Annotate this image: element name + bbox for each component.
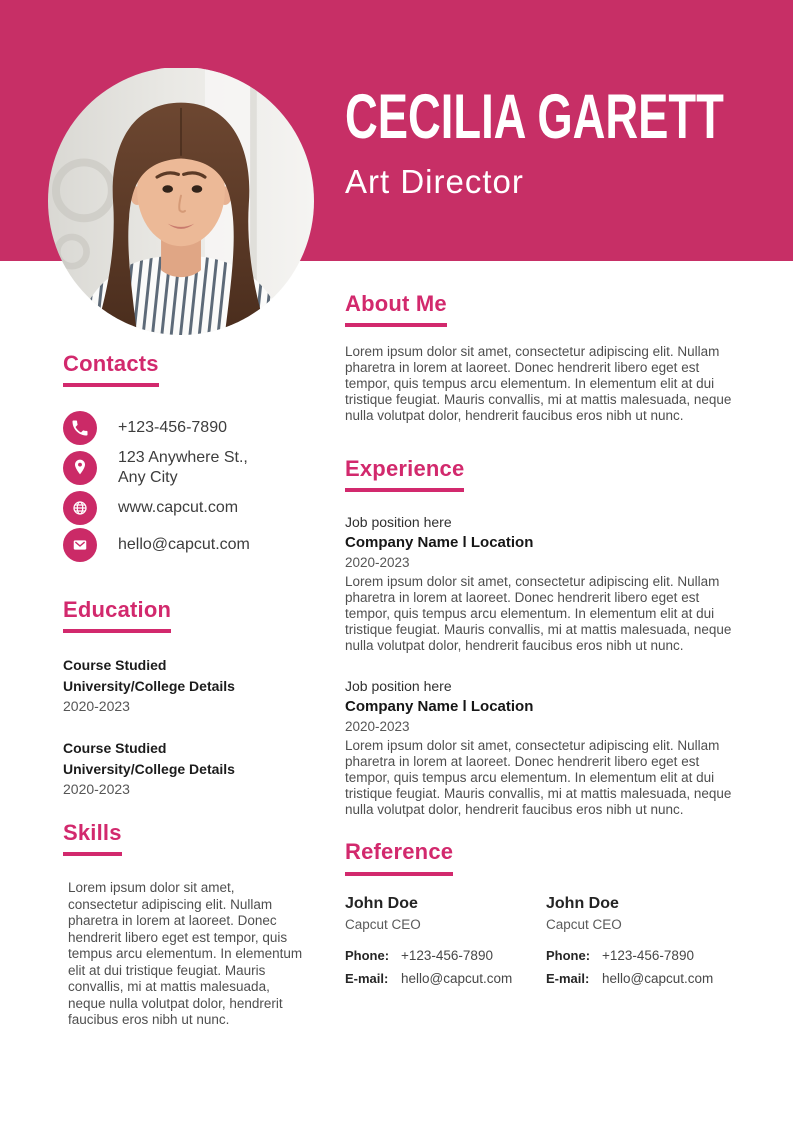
phone-number: +123-456-7890: [118, 419, 227, 437]
section-skills: [63, 821, 315, 1029]
globe-icon: [63, 491, 97, 525]
reference-phone: +123-456-7890: [602, 947, 694, 963]
phone-label: Phone:: [546, 947, 591, 963]
job-position: Job position here: [345, 678, 452, 695]
address-line-1: 123 Anywhere St.,: [118, 449, 248, 467]
experience-heading: Experience: [345, 457, 464, 492]
section-contacts: [63, 352, 315, 562]
main-content: [345, 292, 747, 993]
section-about: [345, 292, 747, 424]
contact-row-address: [63, 448, 315, 488]
job-company: Company Name l Location: [345, 698, 534, 716]
contact-list: [63, 411, 315, 562]
phone-label: Phone:: [345, 947, 390, 963]
reference-name: John Doe: [546, 894, 619, 912]
reference-email: hello@capcut.com: [401, 970, 513, 986]
education-heading: Education: [63, 598, 171, 633]
section-experience: [345, 457, 747, 818]
reference-card: [546, 893, 747, 993]
contact-row-phone: [63, 411, 315, 445]
reference-title: Capcut CEO: [546, 916, 622, 932]
skills-heading: Skills: [63, 821, 122, 856]
job-entry: [345, 676, 747, 818]
job-entry: [345, 512, 747, 654]
reference-title: Capcut CEO: [345, 916, 421, 932]
job-years: 2020-2023: [345, 719, 410, 735]
reference-phone: +123-456-7890: [401, 947, 493, 963]
course-name: Course Studied: [63, 740, 167, 757]
education-years: 2020-2023: [63, 697, 130, 714]
job-title: Art Director: [345, 163, 524, 200]
email-label: E-mail:: [345, 970, 389, 986]
person-name: CECILIA GARETT: [345, 82, 724, 152]
portrait-illustration: [48, 67, 314, 335]
address: [118, 448, 248, 488]
reference-email: hello@capcut.com: [602, 970, 714, 986]
section-reference: [345, 840, 747, 992]
reference-email-row: [345, 970, 546, 988]
reference-name: John Doe: [345, 894, 418, 912]
about-text: Lorem ipsum dolor sit amet, consectetur adipiscing elit. Nullam pharetra in lorem at laoreet. Donec hendrerit libero eget est tempor, quis tempus arcu elementum. In elementum elit at dui tristique feugiat. Mauris convallis, mi at mattis malesuada, neque nulla volutpat dolor, hendrerit faucibus eros nibh ut nunc.: [345, 344, 732, 424]
reference-heading: Reference: [345, 840, 453, 875]
profile-photo: [48, 67, 314, 335]
contacts-heading: Contacts: [63, 352, 159, 387]
section-education: [63, 598, 315, 799]
email-icon: [63, 528, 97, 562]
contact-row-email: [63, 528, 315, 562]
website: www.capcut.com: [118, 499, 239, 517]
reference-card: [345, 893, 546, 993]
reference-email-row: [546, 970, 747, 988]
education-entry: [63, 655, 315, 716]
job-company: Company Name l Location: [345, 534, 534, 552]
about-heading: About Me: [345, 292, 447, 327]
education-years: 2020-2023: [63, 780, 130, 797]
phone-icon: [63, 411, 97, 445]
address-line-2: Any City: [118, 469, 178, 487]
job-description: Lorem ipsum dolor sit amet, consectetur adipiscing elit. Nullam pharetra in lorem at laoreet. Donec hendrerit libero eget est tempor, quis tempus arcu elementum. In elementum elit at dui tristique feugiat. Mauris convallis, mi at mattis malesuada, neque nulla volutpat dolor, hendrerit faucibus eros nibh ut nunc.: [345, 574, 732, 654]
education-entry: [63, 738, 315, 799]
location-icon: [63, 451, 97, 485]
job-years: 2020-2023: [345, 555, 410, 571]
contact-row-website: [63, 491, 315, 525]
email-address: hello@capcut.com: [118, 536, 250, 554]
skills-text: Lorem ipsum dolor sit amet, consectetur adipiscing elit. Nullam pharetra in lorem at laoreet. Donec hendrerit libero eget est tempor, quis tempus arcu elementum. In elementum elit at dui tristique feugiat. Mauris convallis, mi at mattis malesuada, neque nulla volutpat dolor, hendrerit faucibus eros nibh ut nunc.: [68, 880, 303, 1028]
reference-phone-row: [345, 947, 546, 965]
reference-phone-row: [546, 947, 747, 965]
course-name: Course Studied: [63, 657, 167, 674]
job-description: Lorem ipsum dolor sit amet, consectetur adipiscing elit. Nullam pharetra in lorem at laoreet. Donec hendrerit libero eget est tempor, quis tempus arcu elementum. In elementum elit at dui tristique feugiat. Mauris convallis, mi at mattis malesuada, neque nulla volutpat dolor, hendrerit faucibus eros nibh ut nunc.: [345, 738, 732, 818]
email-label: E-mail:: [546, 970, 590, 986]
sidebar: [63, 352, 315, 1029]
job-position: Job position here: [345, 514, 452, 531]
university-name: University/College Details: [63, 760, 235, 777]
university-name: University/College Details: [63, 677, 235, 694]
